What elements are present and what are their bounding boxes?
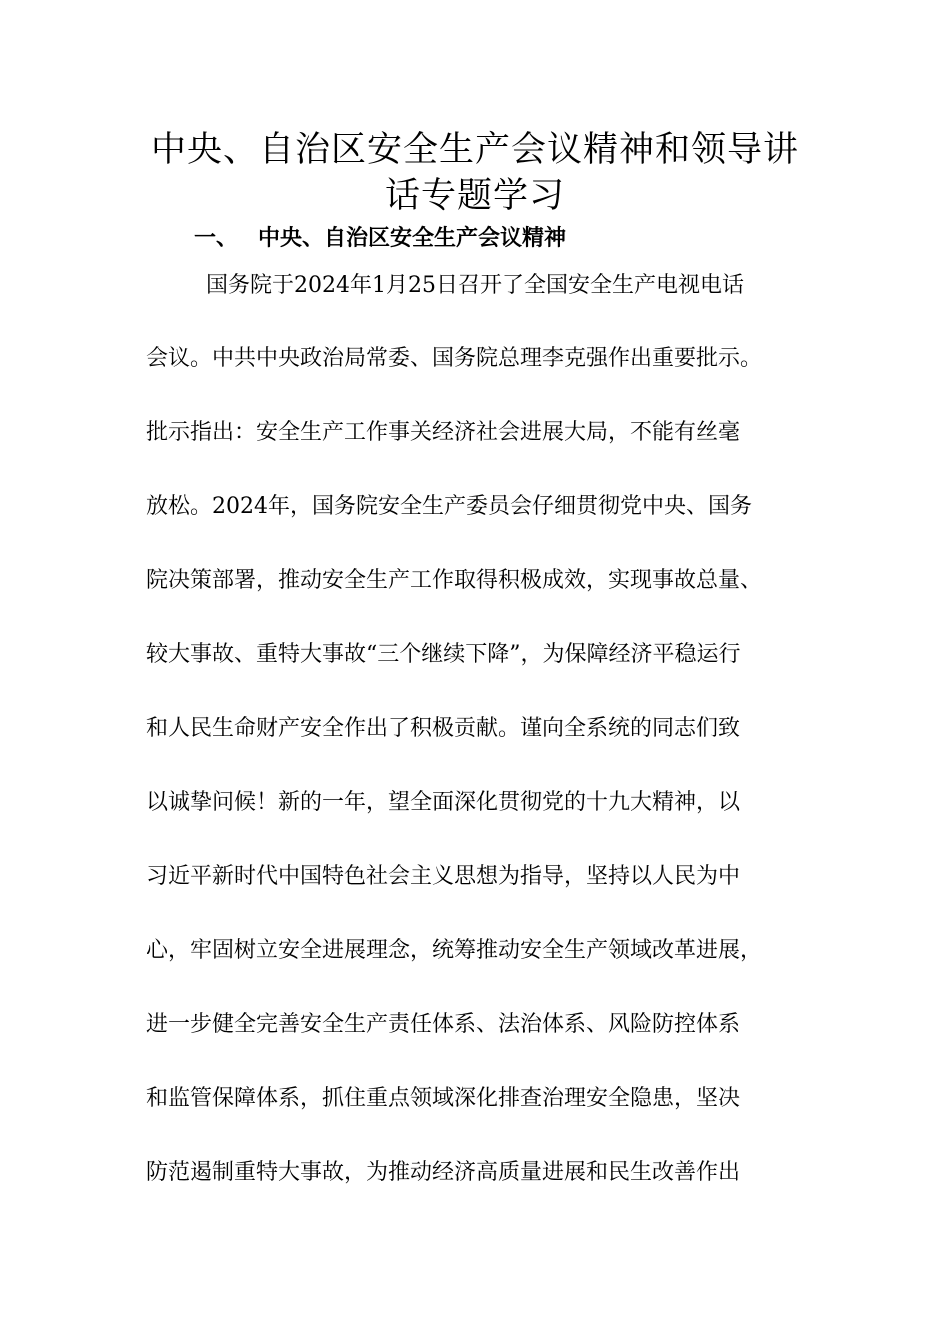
body-line: 放松。2024年，国务院安全生产委员会仔细贯彻党中央、国务 [146,494,752,519]
body-line: 和人民生命财产安全作出了积极贡献。谨向全系统的同志们致 [146,716,741,741]
body-line: 国务院于2024年1月25日召开了全国安全生产电视电话 [206,273,744,298]
body-line: 进一步健全完善安全生产责任体系、法治体系、风险防控体系 [146,1012,741,1037]
body-line: 较大事故、重特大事故“三个继续下降”，为保障经济平稳运行 [146,642,741,667]
body-line: 院决策部署，推动安全生产工作取得积极成效，实现事故总量、 [146,568,763,593]
section-heading [194,222,566,254]
body-line: 批示指出：安全生产工作事关经济社会进展大局，不能有丝毫 [146,420,741,445]
section-number: 一、 [194,225,239,251]
document-title-line-1: 中央、自治区安全生产会议精神和领导讲 [150,130,799,170]
section-title: 中央、自治区安全生产会议精神 [258,225,567,251]
body-line: 以诚挚问候！新的一年，望全面深化贯彻党的十九大精神，以 [146,790,741,815]
body-line: 心，牢固树立安全进展理念，统筹推动安全生产领域改革进展， [146,938,763,963]
body-line: 防范遏制重特大事故，为推动经济高质量进展和民生改善作出 [146,1160,741,1185]
body-line: 会议。中共中央政治局常委、国务院总理李克强作出重要批示。 [146,346,763,371]
document-title-line-2: 话专题学习 [384,176,565,216]
body-line: 和监管保障体系，抓住重点领域深化排查治理安全隐患，坚决 [146,1086,741,1111]
body-line: 习近平新时代中国特色社会主义思想为指导，坚持以人民为中 [146,864,741,889]
